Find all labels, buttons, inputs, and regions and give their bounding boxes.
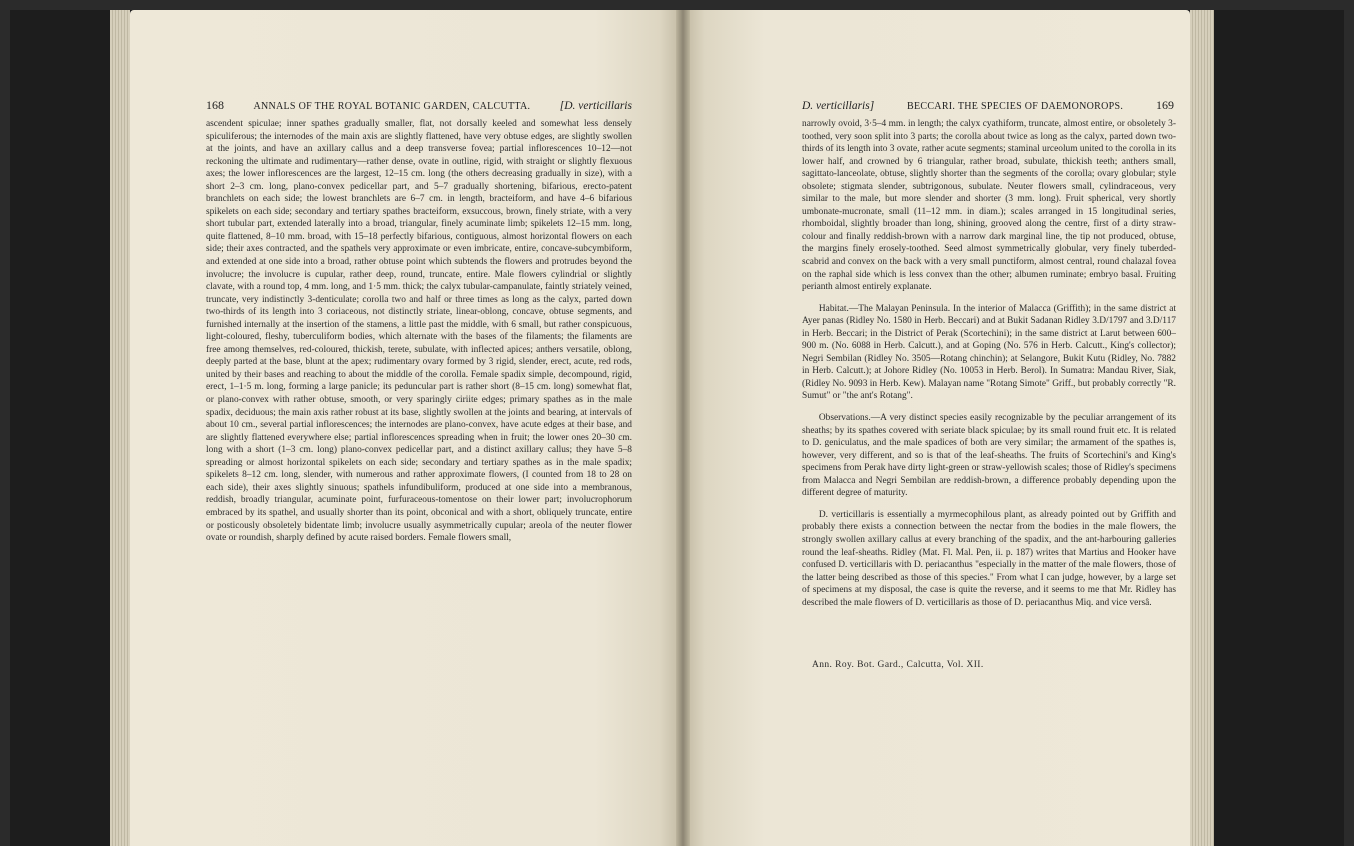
page-number-right: 169 (1155, 98, 1174, 112)
paragraph-observations: Observations.—A very distinct species easily recognizable by the peculiar arrangement of its sheaths; by its spathes covered with seriate black spiculae; by its small round fruit etc. It is related to D. geniculatus, and the male spadices of both are very similar; the armament of the spathes is, however, very different, and so is that of the leaf-sheaths. The fruits of Scortechini's and King's specimens from Perak have dirty light-green or straw-yellowish scales; those of Ridley's specimens from Malacca and Negri Sembilan are reddish-brown, a difference probably depending upon the different degree of maturity. (802, 413, 1176, 499)
book-spread (10, 10, 1344, 846)
left-running-head (206, 98, 632, 113)
running-title-left: ANNALS OF THE ROYAL BOTANIC GARDEN, CALCUTTA. (253, 101, 531, 112)
running-title-right: BECCARI. THE SPECIES OF DAEMONOROPS. (906, 101, 1124, 112)
paragraph: narrowly ovoid, 3·5–4 mm. in length; the calyx cyathiform, truncate, almost entire, or obsoletely 3-toothed, very soon split into 3 parts; the corolla about twice as long as the calyx, parted down two-thirds of its length into 3 ovate, rather acute segments; staminal urceolum united to the corolla in its lower half, and crowned by 6 triangular, rather broad, subulate, thickish teeth; anthers small, sagittato-lanceolate, obtuse, slightly shorter than the segments of the corolla; ovary globular; style obsolete; stigmata slender, subtrigonous, subulate. Neuter flowers small, cylindraceous, very similar to the male, but more slender and shorter (3 mm. long). Fruit spherical, very shortly umbonate-mucronate, small (11–12 mm. in diam.); scales arranged in 15 longitudinal series, rhomboidal, slightly broader than long, shining, grooved along the centre, first of a dirty straw-colour and finally reddish-brown with a narrow dark marginal line, the tip not produced, obtuse, the margins finely erosely-toothed. Seed almost symmetrically globular, very finely tuberded-scabrid and convex on the back with a very small punctiform, almost central, round chalazal fovea on the raphal side which is less convex than the other; albumen ruminate; embryo basal. Fruiting perianth almost entirely explanate. (802, 119, 1176, 293)
species-header-right: D. verticillaris] (802, 100, 875, 112)
paragraph-habitat: Habitat.—The Malayan Peninsula. In the interior of Malacca (Griffith); in the same district at Ayer panas (Ridley No. 1580 in Herb. Beccari) and at Bukit Sadanan Ridley 3.D/1797 and 3.D/117 in Herb. Beccari; in the District of Perak (Scortechini); in the same district at Larut between 600–900 m. (No. 6088 in Herb. Calcutt.), and at Goping (No. 576 in Herb. Calcutt., King's collector); Negri Sembilan (Ridley No. 3505—Rotang chinchin); at Selangore, Bukit Kutu (Ridley, No. 7882 in Herb. Calcutt.); at Johore Ridley (No. 10053 in Herb. Berol). In Sumatra: Mandau River, Siak, (Ridley No. 9093 in Herb. Kew). Malayan name "Rotang Simote" Griff., but probably correctly "R. Sumut" or "the ant's Rotang". (802, 303, 1176, 402)
paragraph: ascendent spiculae; inner spathes gradually smaller, flat, not dorsally keeled and somewhat less densely spiculiferous; the internodes of the main axis are slightly flattened, have very obtuse edges, are slightly swollen at the joints, and have an axillary callus and a deep transverse fovea; partial inflorescences 10–12—not reckoning the ultimate and rudimentary—rather dense, ovate in outline, rigid, with straight or slightly flexuous axes; the lower inflorescences are the largest, 12–15 cm. long (the others decreasing gradually in size), with a short 2–3 cm. long, plano-convex pedicellar part, and 5–7 gradually shortening, bifarious, erecto-patent branchlets on each side; the lowest branchlets are 6–7 cm. in length, bracteiform, and have 4–6 bifarious spikelets on each side; secondary and tertiary spathes bracteiform, exsuccous, brown, finely striate, with a very short tubular part, extended laterally into a broad, triangular, finely acuminate limb; spikelets 12–15 mm. long, quite flattened, 8–10 mm. broad, with 15–18 perfectly bifarious, contiguous, almost horizontal flowers on each side; their axes contracted, and the spathels very approximate or even imbricate, entire, concave-subcymbiform, and extended at one side into a broad, rather obtuse point which subtends the flowers and protrudes beyond the involucre; the involucre is cupular, rather deep, round, truncate, entire. Male flowers cylindrial or slightly clavate, with a round top, 4 mm. long, and 1·5 mm. thick; the calyx tubular-campanulate, faintly striately veined, truncate, very indistinctly 3-denticulate; corolla two and half or three times as long as the calyx, parted down two-thirds of its length into 3 coriaceous, not distinctly striate, linear-oblong, concave, obtuse segments, and furnished internally at the insertion of the stamens, a little past the middle, with 6 small, but rather conspicuous, light-coloured, fleshy, tuberculiform bodies, which alternate with the bases of the filaments; the filaments are free among themselves, red-coloured, thickish, terete, subulate, with inflected apices; anthers versatile, oblong, deeply parted at the base, blunt at the apex; rudimentary ovary formed by 3 rigid, slender, erect, acute, red rods, united by their bases and reaching to about the middle of the corolla. Female spadix simple, decompound, rigid, erect, 1–1·5 m. long, forming a large panicle; its peduncular part is rather short (8–15 cm. long) somewhat flat, or plano-convex with rather obtuse, smooth, or very sparingly ciriite edges; primary spathes as in the male spadix, deciduous; the main axis rather robust at its base, slightly swollen at the joints and bearing, at intervals of about 10 cm., several partial inflorescences; the internodes are plano-convex, have acute edges at their base, and are slightly flattened everywhere else; partial inflorescences spreading when in fruit; the lower ones 20–30 cm. long with a short (1–3 cm. long) plano-convex pedicellar part, and a distinct axillary callus; they have 5–8 spreading or almost horizontal spikelets on each side; secondary and tertiary spathes as in the male spadix; spikelets 8–12 cm. long, slender, with numerous and rather approximate flowers, (I counted from 18 to 28 on each side), their axes slightly sinuous; spathels infundibuliform, produced at one side into a membranous, reddish, broadly triangular, acuminate point, furfuraceous-tomentose on their lower part; involucrophorum embraced by its spathel, and usually shorter than its point, obconical and with a short, obliquely truncate, entire or posticously obsoletely bidentate limb; involucre usually asymmetrically cupular; areola of the neuter flower ovate or roundish, sharply defined by acute raised borders. Female flowers small, (206, 119, 632, 544)
right-page (690, 10, 1190, 846)
species-header-left: [D. verticillaris (559, 100, 632, 112)
right-page-edges (1190, 10, 1214, 846)
page-number-left: 168 (206, 98, 224, 112)
paragraph: D. verticillaris is essentially a myrmecophilous plant, as already pointed out by Griffith and probably there exists a connection between the nectar from the bodies in the male flowers, the strongly swollen axillary callus at every branching of the spadix, and the ant-harbouring galleries round the leaf-sheaths. Ridley (Mat. Fl. Mal. Pen, ii. p. 187) writes that Martius and Hooker have confused D. verticillaris with D. periacanthus "especially in the matter of the male flowers, those of the latter being described as those of this species." From what I can judge, however, by a large set of specimens at my disposal, the case is quite the reverse, and it seems to me that Mr. Ridley has described the male flowers of D. verticillaris as those of D. periacanthus Miq. and vice versâ. (802, 509, 1176, 608)
book-gutter (676, 10, 690, 846)
left-body-text (206, 118, 632, 545)
journal-footer: Ann. Roy. Bot. Gard., Calcutta, Vol. XII. (812, 660, 984, 670)
right-running-head (802, 98, 1174, 113)
left-page-edges (110, 10, 130, 846)
right-body-text (802, 118, 1176, 609)
left-page (130, 10, 676, 846)
